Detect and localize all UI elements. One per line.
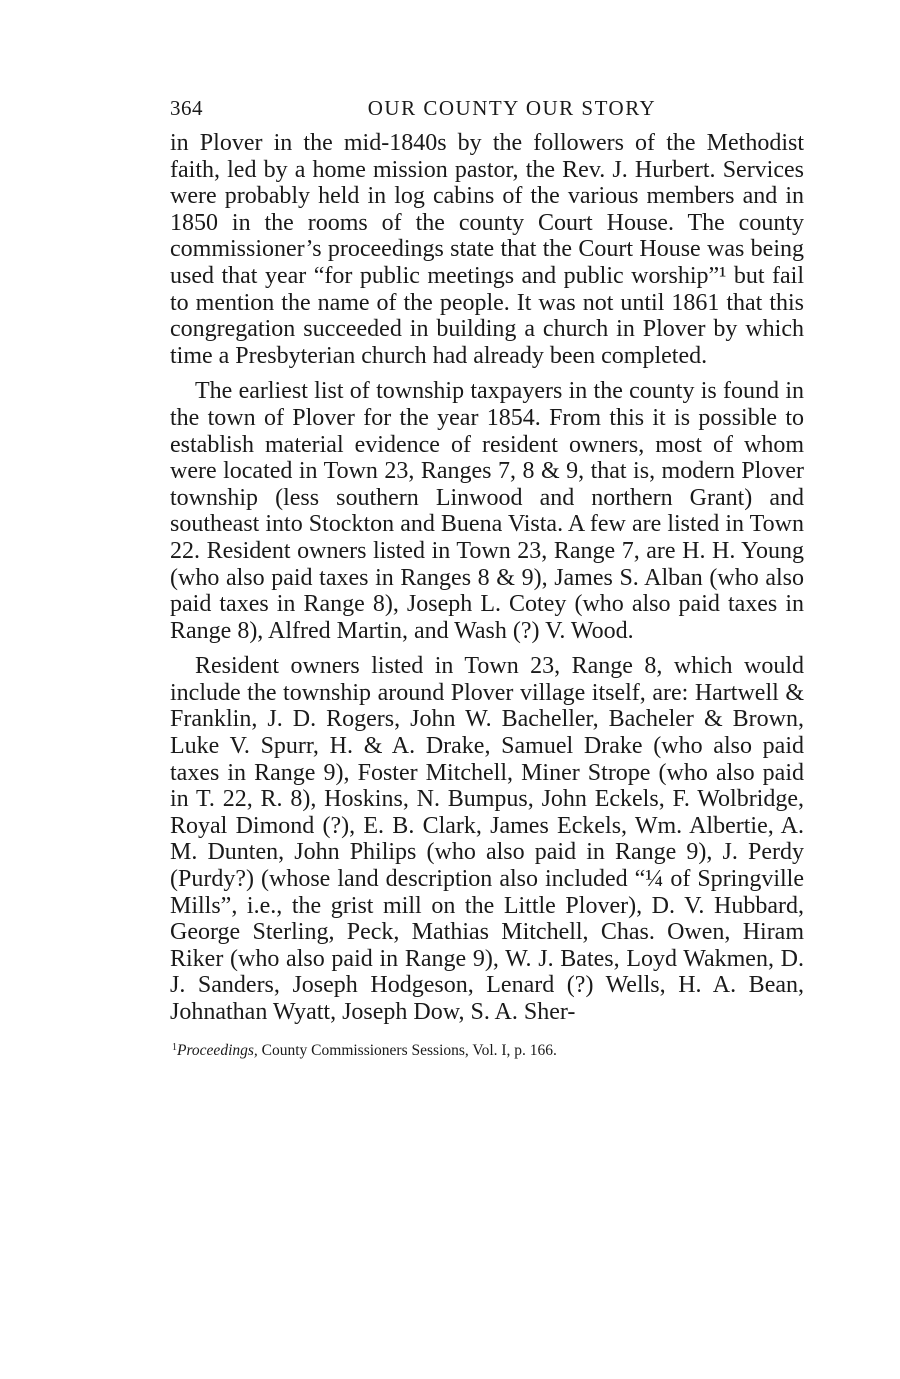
footnote-marker: 1 bbox=[172, 1041, 177, 1053]
paragraph-resident-owners: Resident owners listed in Town 23, Range 8, which would include the township around Plover village itself, are: Hartwell & Franklin, J. D. Rogers, John W. Bacheller, Bacheler & Brown, Luke V. Spurr, H. & A. Drake, Samuel Drake (who also paid taxes in Range 9), Foster Mitchell, Miner Strope (who also paid in T. 22, R. 8), Hoskins, N. Bumpus, John Eckels, F. Wolbridge, Royal Dimond (?), E. B. Clark, James Eckels, Wm. Albertie, A. M. Dunten, John Philips (who also paid in Range 9), J. Perdy (Purdy?) (whose land description also included “¼ of Springville Mills”, i.e., the grist mill on the Little Plover), D. V. Hubbard, George Sterling, Peck, Mathias Mitchell, Chas. Owen, Hiram Riker (who also paid in Range 9), W. J. Bates, Loyd Wakmen, D. J. Sanders, Joseph Hodgeson, Lenard (?) Wells, H. A. Bean, Johnathan Wyatt, Joseph Dow, S. A. Sher- bbox=[170, 653, 804, 1025]
body-text bbox=[170, 130, 804, 1026]
footnote bbox=[170, 1038, 804, 1061]
page-number: 364 bbox=[170, 96, 203, 120]
running-head bbox=[170, 96, 804, 130]
footnote-source-title: Proceedings, bbox=[177, 1041, 258, 1059]
paragraph-taxpayers-list: The earliest list of township taxpayers in the county is found in the town of Plover for the year 1854. From this it is possible to establish material evidence of resident owners, most of whom were located in Town 23, Ranges 7, 8 & 9, that is, modern Plover township (less southern Linwood and northern Grant) and southeast into Stockton and Buena Vista. A few are listed in Town 22. Resident owners listed in Town 23, Range 7, are H. H. Young (who also paid taxes in Ranges 8 & 9), James S. Alban (who also paid taxes in Range 8), Joseph L. Cotey (who also paid taxes in Range 8), Alfred Martin, and Wash (?) V. Wood. bbox=[170, 378, 804, 644]
book-page bbox=[170, 96, 804, 1061]
footnote-source-details: County Commissioners Sessions, Vol. I, p. 166. bbox=[257, 1041, 557, 1059]
running-title: OUR COUNTY OUR STORY bbox=[367, 96, 657, 120]
paragraph-methodist-church: in Plover in the mid-1840s by the followers of the Methodist faith, led by a home mission pastor, the Rev. J. Hurbert. Services were probably held in log cabins of the various members and in 1850 in the rooms of the county Court House. The county commissioner’s proceedings state that the Court House was being used that year “for public meetings and public worship”¹ but fail to mention the name of the people. It was not until 1861 that this congregation succeeded in building a church in Plover by which time a Presbyterian church had already been completed. bbox=[170, 130, 804, 369]
